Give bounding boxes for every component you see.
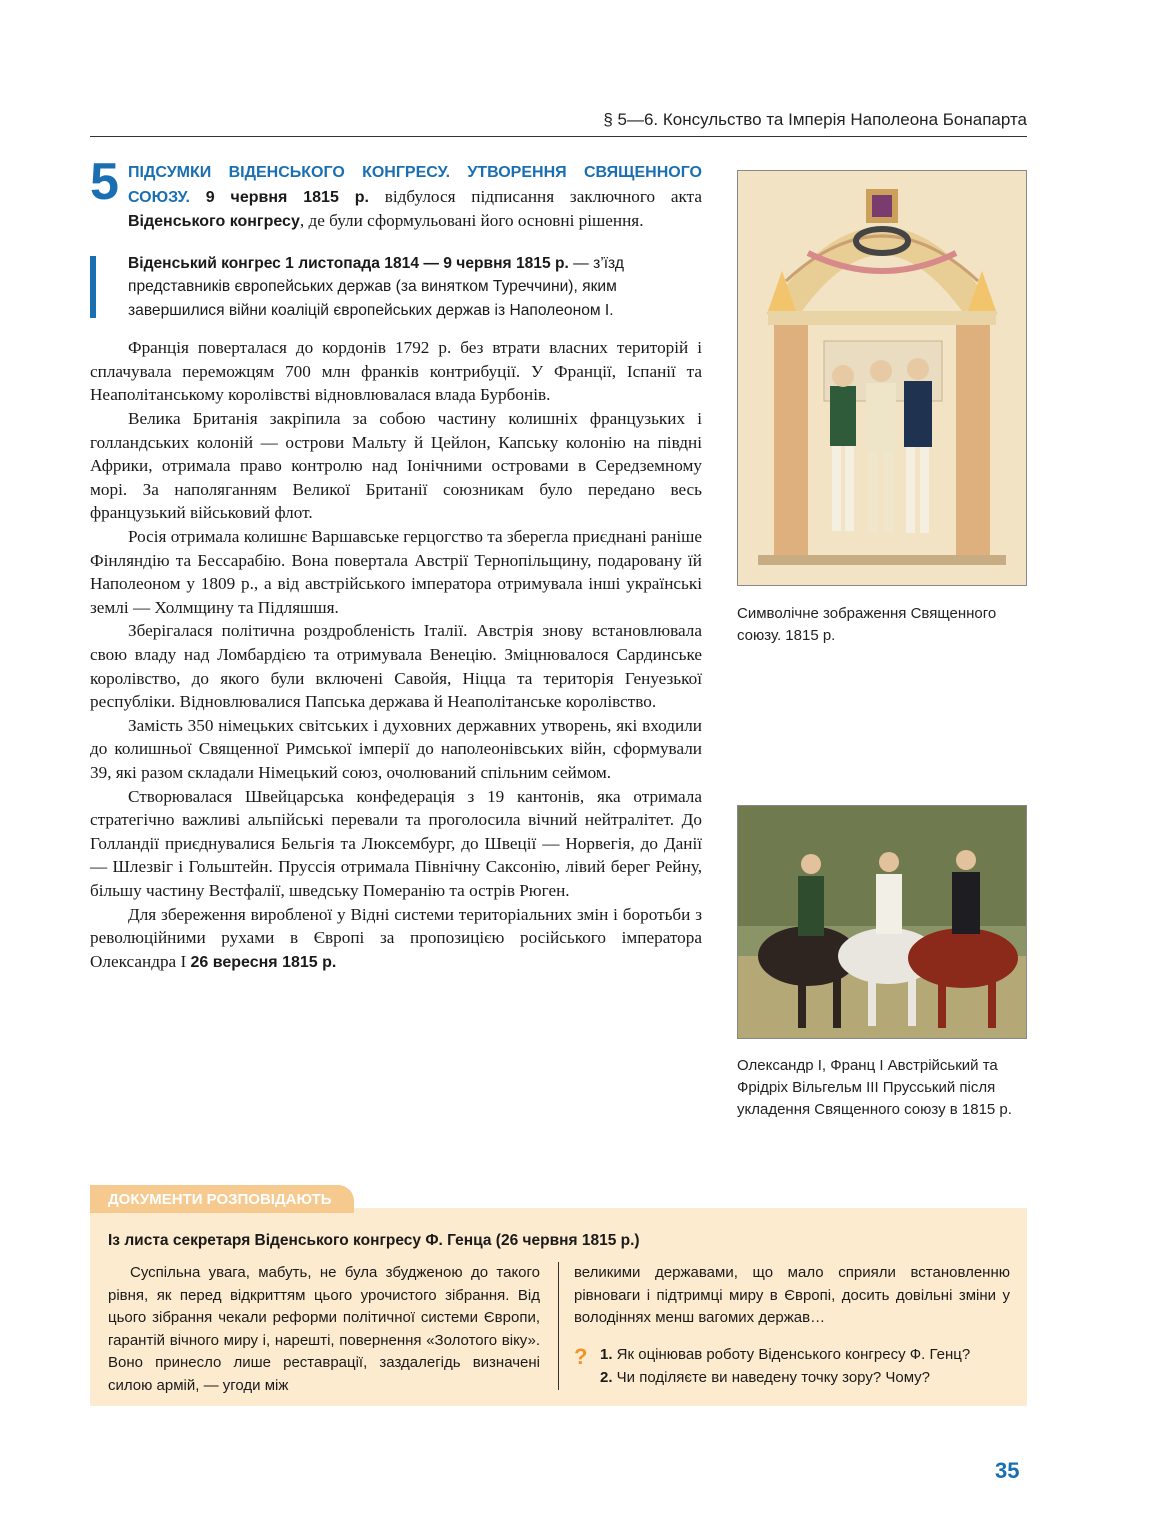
documents-quote-column-2: великими державами, що мало сприяли встановленню рівноваги і підтримці миру в Європі, досить довільні зміни у володіннях менш вагомих держав… xyxy=(574,1264,1010,1326)
figure-caption: Олександр I, Франц I Австрійський та Фрідріх Вільгельм III Прусський після укладення Священного союзу в 1815 р. xyxy=(737,1057,1012,1118)
figure-caption: Символічне зображення Священного союзу. 1815 р. xyxy=(737,605,997,644)
documents-tab-label: ДОКУМЕНТИ РОЗПОВІДАЮТЬ xyxy=(90,1185,354,1213)
three-monarchs-on-horseback-image xyxy=(737,805,1027,1039)
page-number: 35 xyxy=(995,1458,1020,1483)
definition-term: Віденський конгрес 1 листопада 1814 — 9 червня 1815 р. xyxy=(128,254,569,272)
paragraph: Замість 350 німецьких світських і духовних державних утворень, які входили до колишньої Священної Римської імперії до наполеонівських війн, сформували 39, які разом складали Німецький союз, очолюваний спільним сеймом. xyxy=(90,715,702,782)
section-number: 5 xyxy=(90,153,119,211)
main-text-column xyxy=(90,153,702,974)
question-1 xyxy=(600,1344,1020,1367)
section-intro-a: відбулося підписання заключного акта xyxy=(369,186,702,206)
paragraph: Франція поверталася до кордонів 1792 р. без втрати власних територій і сплачувала переможцям 700 млн франків контрибуції. У Франції, Іспанії та Неаполітанському королівстві відновлювалася влада Бурбонів. xyxy=(90,338,702,405)
paragraph-last xyxy=(90,903,702,975)
section-heading xyxy=(90,153,702,234)
last-paragraph-text: Для збереження виробленої у Відні системи територіальних змін і боротьби з революційними рухами в Європі за пропозицією російського імператора Олександра I xyxy=(90,904,702,971)
questions-list xyxy=(600,1344,1020,1389)
paragraph: Росія отримала колишнє Варшавське герцогство та зберегла приєднані раніше Фінляндію та Бессарабію. Вона повертала Австрії Тернопільщину, подаровану їй Наполеоном у 1809 р., а від австрійського імператора отримувала інші українські землі — Холмщину та Підляшшя. xyxy=(90,527,702,617)
documents-quote-column-1: Суспільна увага, мабуть, не була збудженою до такого рівня, як перед відкриттям цього урочистого зібрання. Від цього зібрання чекали реформи політичної системи Європи, гарантій вічного миру і, нарешті, повернення «Золотого віку». Воно принесло лише реставрації, заздалегідь визначені силою армій, — угоди між xyxy=(108,1264,540,1394)
running-header-text: § 5—6. Консульство та Імперія Наполеона Бонапарта xyxy=(603,110,1027,129)
question-mark-icon: ? xyxy=(574,1344,588,1369)
running-header xyxy=(90,108,1027,137)
question-2 xyxy=(600,1367,1020,1390)
question-2-number: 2. xyxy=(600,1368,613,1386)
documents-title: Із листа секретаря Віденського конгресу Ф. Генца (26 червня 1815 р.) xyxy=(108,1232,640,1249)
column-divider xyxy=(558,1262,559,1390)
definition-accent-bar xyxy=(90,256,96,318)
section-intro-bold: Віденського конгресу xyxy=(128,213,300,231)
section-date: 9 червня 1815 р. xyxy=(205,188,369,206)
holy-alliance-allegory-image xyxy=(737,170,1027,586)
definition-text: — з’їзд представників європейських держав (за винятком Туреччини), яким завершилися війни коаліцій європейських держав із Наполеоном I. xyxy=(128,254,624,319)
last-paragraph-date: 26 вересня 1815 р. xyxy=(190,953,337,971)
question-2-text: Чи поділяєте ви наведену точку зору? Чому? xyxy=(612,1368,931,1386)
paragraph: Велика Британія закріпила за собою частину колишніх французьких і голландських колоній — острови Мальту й Цейлон, Капську колонію на півдні Африки, отримала право контролю над Іонічними островами в Середземному морі. За наполяганням Великої Британії союзникам було передано весь французький військовий флот. xyxy=(90,409,702,523)
definition-block xyxy=(90,252,702,323)
question-1-number: 1. xyxy=(600,1346,613,1363)
paragraph: Створювалася Швейцарська конфедерація з 19 кантонів, яка отримала стратегічно важливі альпійські перевали та проголосила вічний нейтралітет. До Голландії приєднувалися Бельгія та Люксембург, до Швеції — Норвегія, до Данії — Шлезвіг і Гольштейн. Пруссія отримала Північну Саксонію, лівий берег Рейну, більшу частину Вестфалії, шведську Померанію та острів Рюген. xyxy=(90,786,702,900)
paragraph: Зберігалася політична роздробленість Італії. Австрія знову встановлювала свою владу над Ломбардією та отримувала Венецію. Зміцнювалося Сардинське королівство, до якого були включені Савойя, Ніцца та територія Генуезької республіки. Відновлювалися Папська держава й Неаполітанське королівство. xyxy=(90,621,702,712)
section-intro-b: , де були сформульовані його основні рішення. xyxy=(299,211,644,231)
question-1-text: Як оцінював роботу Віденського конгресу Ф. Генц? xyxy=(612,1346,971,1363)
section-title: ПІДСУМКИ ВІДЕНСЬКОГО КОНГРЕСУ. УТВОРЕННЯ СВЯЩЕННОГО СОЮЗУ. xyxy=(128,164,702,206)
